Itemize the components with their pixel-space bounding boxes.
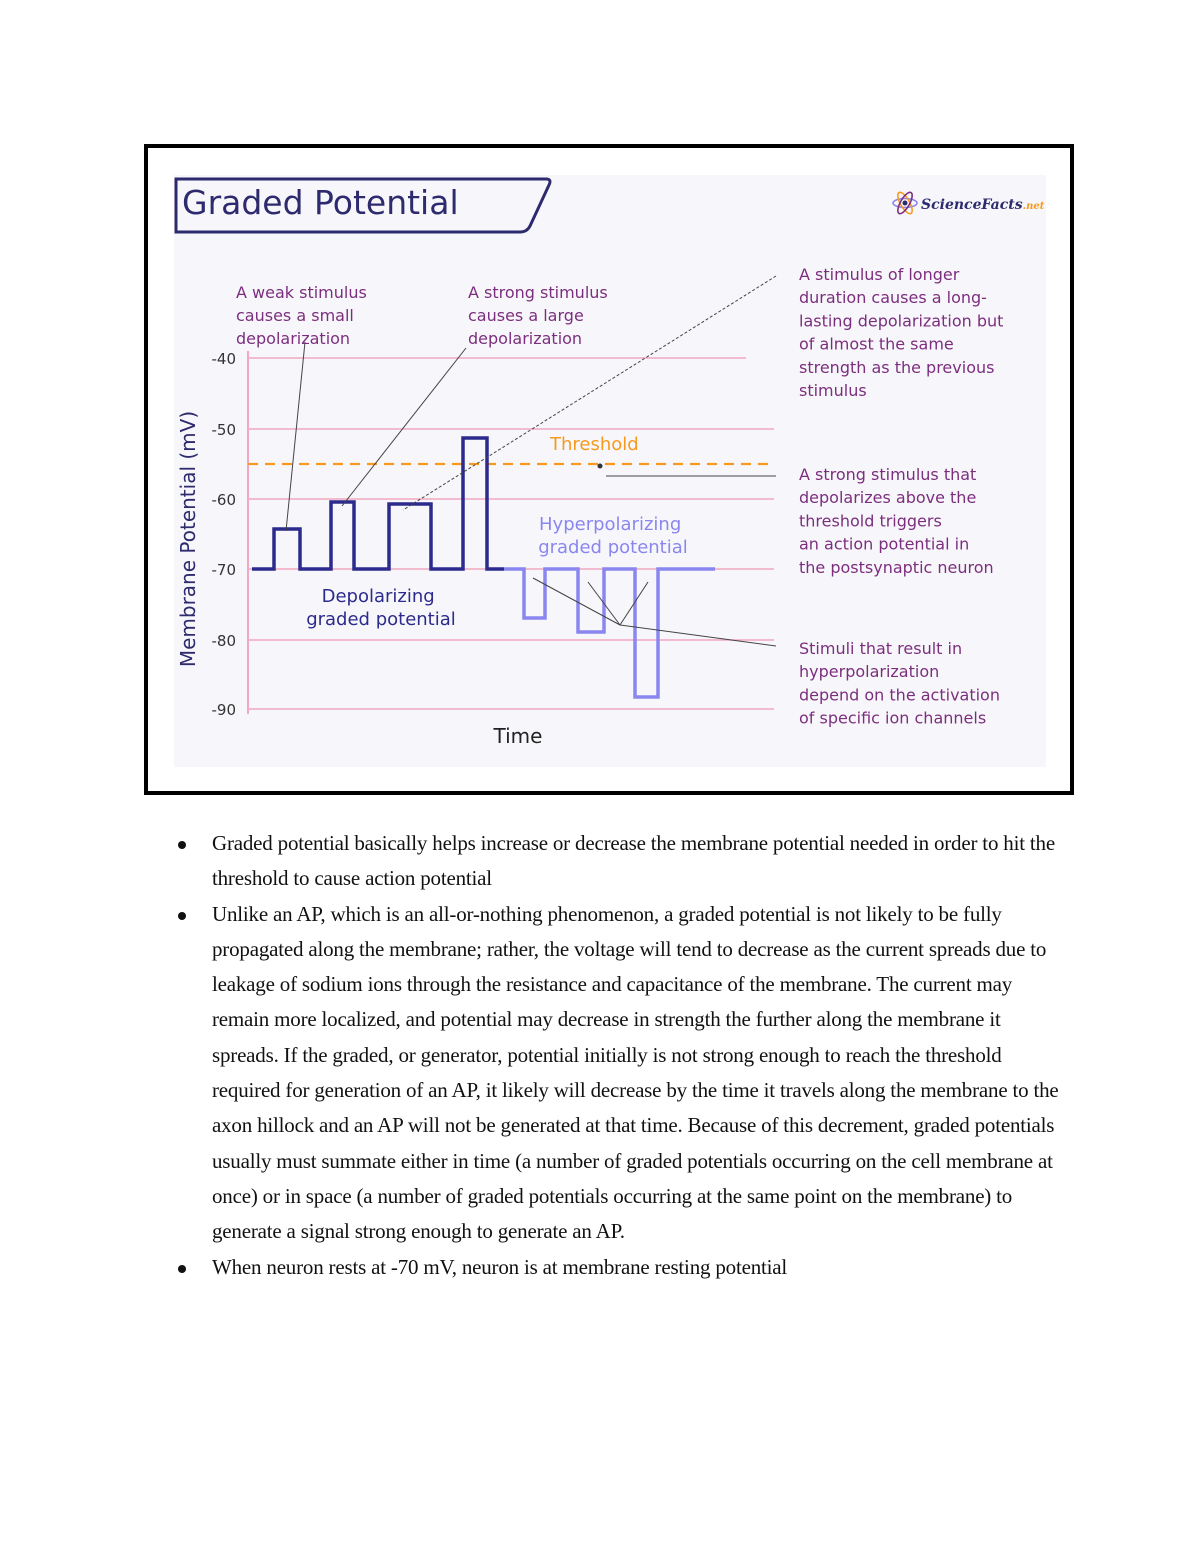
brand-logo: ScienceFacts.net [921, 197, 1045, 213]
y-axis-label: Membrane Potential (mV) [176, 410, 200, 668]
threshold-label: Threshold [550, 434, 639, 455]
annotation-hyper-stimuli: Stimuli that result in hyperpolarization depend on the activation of specific ion channels [799, 639, 1000, 728]
y-tick-label: -90 [211, 701, 236, 719]
y-tick-label: -80 [211, 632, 236, 650]
depolarizing-label: Depolarizing graded potential [306, 586, 456, 630]
annotation-longer-stimulus: A stimulus of longer duration causes a long- lasting depolarization but of almost the same strength as the previous stimulus [799, 265, 1004, 400]
annotation-weak-stimulus: A weak stimulus causes a small depolarization [236, 283, 367, 348]
annotation-strong-stimulus: A strong stimulus causes a large depolarization [468, 283, 608, 348]
figure-title: Graded Potential [182, 183, 459, 222]
graded-potential-figure [148, 148, 1070, 791]
list-item [166, 1250, 1066, 1285]
notes-list [166, 826, 1066, 1285]
list-item [166, 897, 1066, 1250]
bullet-icon [178, 912, 186, 920]
bullet-text: Unlike an AP, which is an all-or-nothing phenomenon, a graded potential is not likely to be fully propagated along the membrane; rather, the voltage will tend to decrease as the current spreads due to leakage of sodium ions through the resistance and capacitance of the membrane. The current may remain more localized, and potential may decrease in strength the further along the membrane it spreads. If the graded, or generator, potential initially is not strong enough to reach the threshold required for generation of an AP, it likely will decrease by the time it travels along the membrane to the axon hillock and an AP will not be generated at that time. Because of this decrement, graded potentials usually must summate either in time (a number of graded potentials occurring on the cell membrane at once) or in space (a number of graded potentials occurring at the same point on the membrane) to generate a signal strong enough to generate an AP. [212, 901, 1059, 1244]
list-item [166, 826, 1066, 897]
hyperpolarizing-label: Hyperpolarizing graded potential [538, 514, 688, 558]
y-tick-label: -60 [211, 491, 236, 509]
x-axis-label: Time [493, 724, 543, 748]
y-tick-label: -40 [211, 350, 236, 368]
threshold-marker [598, 464, 603, 469]
bullet-text: Graded potential basically helps increase or decrease the membrane potential needed in order to hit the threshold to cause action potential [212, 831, 1055, 891]
annotation-above-threshold: A strong stimulus that depolarizes above the threshold triggers an action potential in the postsynaptic neuron [799, 465, 994, 577]
figure-frame [144, 144, 1074, 795]
bullet-text: When neuron rests at -70 mV, neuron is at membrane resting potential [212, 1254, 788, 1279]
y-tick-label: -70 [211, 561, 236, 579]
bullet-icon [178, 841, 186, 849]
bullet-icon [178, 1265, 186, 1273]
y-tick-label: -50 [211, 421, 236, 439]
